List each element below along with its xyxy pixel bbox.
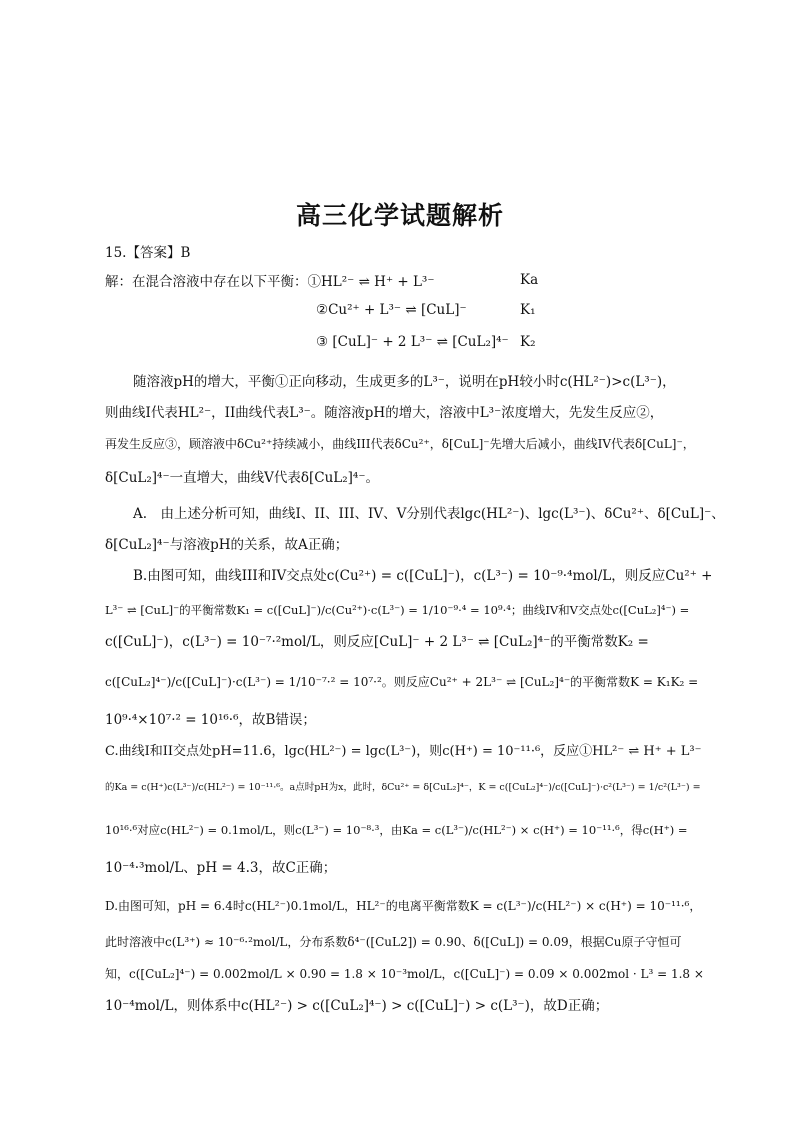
equilibrium-1: 解：在混合溶液中存在以下平衡：①HL²⁻ ⇌ H⁺ + L³⁻ — [105, 274, 435, 290]
option-b-line: B.由图可知，曲线III和IV交点处c(Cu²⁺) = c([CuL]⁻)，c(L³⁻) = 10⁻⁹·⁴mol/L，则反应Cu²⁺ + — [133, 568, 713, 584]
equilibrium-3: ③ [CuL]⁻ + 2 L³⁻ ⇌ [CuL₂]⁴⁻ — [316, 334, 509, 350]
constant-ka: Ka — [520, 272, 539, 288]
option-d-line: D.由图可知，pH = 6.4时c(HL²⁻)0.1mol/L，HL²⁻的电离平衡常数K = c(L³⁻)/c(HL²⁻) × c(H⁺) = 10⁻¹¹·⁶， — [105, 899, 702, 913]
option-d-line: 此时溶液中c(L³⁺) ≈ 10⁻⁶·²mol/L，分布系数δ⁴⁻([CuL2]) = 0.90、δ([CuL]) = 0.09，根据Cu原子守恒可 — [105, 935, 682, 949]
option-a-line: A. 由上述分析可知，曲线I、II、III、IV、V分别代表lgc(HL²⁻)、lgc(L³⁻)、δCu²⁺、δ[CuL]⁻、 — [133, 506, 725, 522]
constant-k1: K₁ — [520, 302, 536, 318]
option-c-line: 的Ka = c(H⁺)c(L³⁻)/c(HL²⁻) = 10⁻¹¹·⁶。a点时pH为x，此时，δCu²⁺ = δ[CuL₂]⁴⁻，K = c([CuL₂]⁴⁻)/c([CuL]⁻)·c²(L³⁻) = 1/c²(L³⁻) = — [105, 782, 701, 793]
option-a-line: δ[CuL₂]⁴⁻与溶液pH的关系，故A正确； — [105, 537, 349, 553]
analysis-line: δ[CuL₂]⁴⁻一直增大，曲线V代表δ[CuL₂]⁴⁻。 — [105, 470, 379, 486]
option-b-line: 10⁹·⁴×10⁷·² = 10¹⁶·⁶，故B错误； — [105, 712, 316, 728]
analysis-line: 再发生反应③，顾溶液中δCu²⁺持续减小，曲线III代表δCu²⁺，δ[CuL]⁻先增大后减小，曲线IV代表δ[CuL]⁻， — [105, 437, 695, 451]
option-b-line: c([CuL]⁻)，c(L³⁻) = 10⁻⁷·²mol/L，则反应[CuL]⁻ + 2 L³⁻ ⇌ [CuL₂]⁴⁻的平衡常数K₂ = — [105, 634, 649, 650]
answer-line: 15.【答案】B — [105, 245, 191, 261]
option-c-line: 10⁻⁴·³mol/L、pH = 4.3，故C正确； — [105, 860, 337, 876]
option-b-line: c([CuL₂]⁴⁻)/c([CuL]⁻)·c(L³⁻) = 1/10⁻⁷·² = 10⁷·²。则反应Cu²⁺ + 2L³⁻ ⇌ [CuL₂]⁴⁻的平衡常数K = K₁K₂ = — [105, 675, 699, 689]
option-c-line: C.曲线I和II交点处pH=11.6，lgc(HL²⁻) = lgc(L³⁻)，则c(H⁺) = 10⁻¹¹·⁶，反应①HL²⁻ ⇌ H⁺ + L³⁻ — [105, 744, 702, 759]
constant-k2: K₂ — [520, 334, 536, 350]
page-title: 高三化学试题解析 — [295, 201, 504, 230]
option-c-line: 10¹⁶·⁶对应c(HL²⁻) = 0.1mol/L，则c(L³⁻) = 10⁻⁸·³，由Ka = c(L³⁻)/c(HL²⁻) × c(H⁺) = 10⁻¹¹·⁶，得c(H⁺) = — [105, 823, 688, 837]
option-d-line: 知，c([CuL₂]⁴⁻) = 0.002mol/L × 0.90 = 1.8 × 10⁻³mol/L，c([CuL]⁻) = 0.09 × 0.002mol · L³ = 1.8 × — [105, 967, 704, 981]
equilibrium-2: ②Cu²⁺ + L³⁻ ⇌ [CuL]⁻ — [316, 302, 467, 318]
analysis-line: 则曲线I代表HL²⁻，II曲线代表L³⁻。随溶液pH的增大，溶液中L³⁻浓度增大，先发生反应②， — [105, 405, 664, 421]
option-d-line: 10⁻⁴mol/L，则体系中c(HL²⁻) > c([CuL₂]⁴⁻) > c([CuL]⁻) > c(L³⁻)，故D正确； — [105, 998, 609, 1014]
analysis-line: 随溶液pH的增大，平衡①正向移动，生成更多的L³⁻，说明在pH较小时c(HL²⁻)>c(L³⁻)， — [133, 374, 676, 390]
option-b-line: L³⁻ ⇌ [CuL]⁻的平衡常数K₁ = c([CuL]⁻)/c(Cu²⁺)·c(L³⁻) = 1/10⁻⁹·⁴ = 10⁹·⁴；曲线IV和V交点处c([CuL₂]⁴⁻) = — [105, 603, 690, 617]
